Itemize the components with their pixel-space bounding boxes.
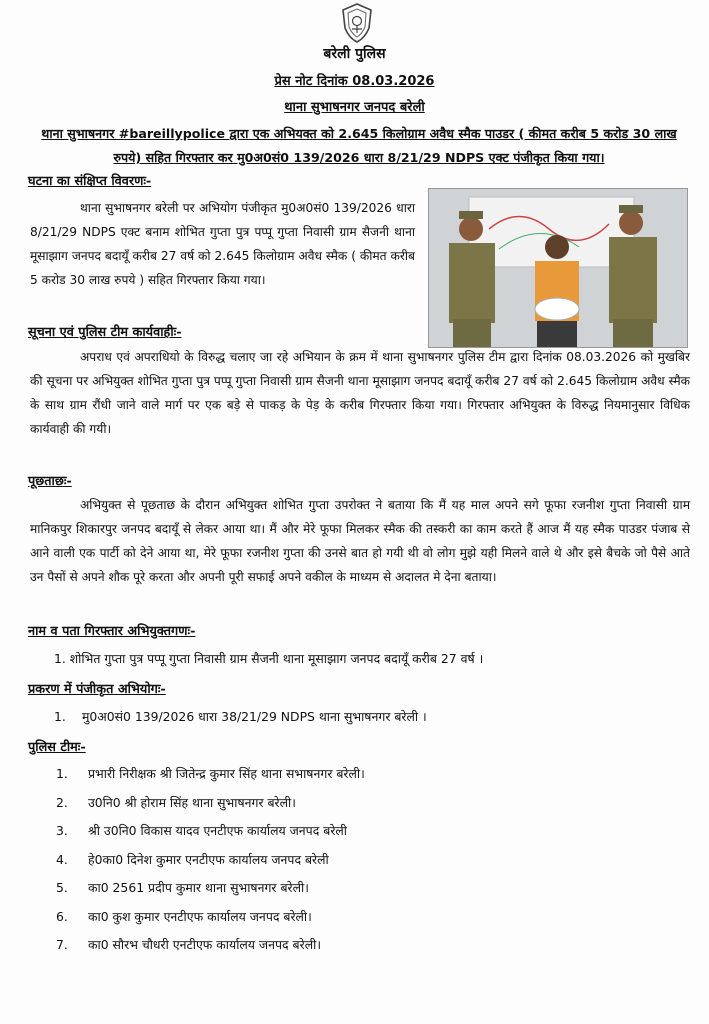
team-item bbox=[56, 794, 296, 811]
police-emblem-icon bbox=[338, 2, 376, 44]
team-item bbox=[56, 879, 309, 896]
summary-paragraph bbox=[30, 196, 415, 292]
team-item-number: 5. bbox=[56, 880, 68, 895]
headline: थाना सुभाषनगर #bareillypolice द्वारा एक अभियक्त को 2.645 किलोग्राम अवैध स्मैक पाउडर ( कीमत करीब 5 करोड 30 लाख रुपये) सहित गिरफ्तार कर मु0अ0सं0 139/2026 धारा 8/21/29 NDPS एक्ट पंजीकृत किया गया। bbox=[41, 126, 677, 165]
org-title: बरेली पुलिस bbox=[323, 46, 386, 62]
team-item bbox=[56, 765, 365, 782]
team-item-text: का0 2561 प्रदीप कुमार थाना सुभाषनगर बरेली। bbox=[88, 880, 309, 895]
section-heading-interrogation: पूछताछः- bbox=[28, 474, 72, 489]
case-item-number: 1. bbox=[54, 709, 66, 724]
summary-text: थाना सुभाषनगर बरेली पर अभियोग पंजीकृत मु0अ0सं0 139/2026 धारा 8/21/29 NDPS एक्ट बनाम शोभित गुप्ता पुत्र पप्पू गुप्ता निवासी ग्राम सैजनी थाना मूसाझाग जनपद बदायूँ करीब 27 वर्ष को 2.645 किलोग्राम अवैध स्मैक ( कीमत करीब 5 करोड 30 लाख रुपये ) सहित गिरफ्तार किया गया। bbox=[30, 201, 415, 287]
team-item-number: 1. bbox=[56, 766, 68, 781]
section-heading-action: सूचना एवं पुलिस टीम कार्यवाहीः- bbox=[28, 325, 182, 340]
team-item bbox=[56, 851, 329, 868]
station-title: थाना सुभाषनगर जनपद बरेली bbox=[284, 100, 425, 115]
section-heading-accused: नाम व पता गिरफ्तार अभियुक्तगणः- bbox=[28, 624, 196, 639]
team-item bbox=[56, 822, 347, 839]
interrogation-text: अभियुक्त से पूछताछ के दौरान अभियुक्त शोभित गुप्ता उपरोक्त ने बताया कि मैं यह माल अपने सगे फूफा रजनीश गुप्ता निवासी ग्राम मानिकपुर शिकारपुर जनपद बदायूँ से लेकर आया था। मैं और मेरे फूफा मिलकर स्मैक की तस्करी का काम करते हैं आज मैं यह स्मैक पाउडर पंजाब से आने वाली एक पार्टी को देने आया था, मेरे फूफा रजनीश गुप्ता की उनसे बात हो गयी थी वो लोग मुझे यही मिलने वाले थे और इसे बैचके जो पैसे आते उन पैसों से अपने शौक पूरे करता और अपनी पूरी सफाई अपने वकील के माध्यम से अदालत मे देना बताया। bbox=[30, 498, 690, 584]
section-heading-team: पुलिस टीमः- bbox=[28, 740, 86, 755]
team-item bbox=[56, 908, 312, 925]
section-heading-cases: प्रकरण में पंजीकृत अभियोगः- bbox=[28, 682, 166, 697]
team-item-text: का0 सौरभ चौधरी एनटीएफ कार्यालय जनपद बरेली। bbox=[88, 937, 322, 952]
team-item-text: श्री उ0नि0 विकास यादव एनटीएफ कार्यालय जनपद बरेली bbox=[88, 823, 347, 838]
arrest-photo-illustration bbox=[429, 189, 687, 347]
case-item-text: मु0अ0सं0 139/2026 धारा 38/21/29 NDPS थाना सुभाषनगर बरेली । bbox=[82, 709, 427, 724]
team-item-number: 6. bbox=[56, 909, 68, 924]
case-item bbox=[54, 708, 427, 725]
press-note-date: प्रेस नोट दिनांक 08.03.2026 bbox=[274, 74, 435, 89]
team-item-text: हे0का0 दिनेश कुमार एनटीएफ कार्यालय जनपद बरेली bbox=[88, 852, 329, 867]
action-paragraph bbox=[30, 345, 690, 441]
team-item-number: 7. bbox=[56, 937, 68, 952]
team-item-text: उ0नि0 श्री होराम सिंह थाना सुभाषनगर बरेली। bbox=[88, 795, 296, 810]
team-item-number: 3. bbox=[56, 823, 68, 838]
team-item bbox=[56, 936, 321, 953]
interrogation-paragraph bbox=[30, 493, 690, 589]
accused-item: 1. शोभित गुप्ता पुत्र पप्पू गुप्ता निवासी ग्राम सैजनी थाना मूसाझाग जनपद बदायूँ करीब 27 वर्ष । bbox=[54, 651, 484, 666]
team-item-number: 4. bbox=[56, 852, 68, 867]
team-item-text: प्रभारी निरीक्षक श्री जितेन्द्र कुमार सिंह थाना सभाषनगर बरेली। bbox=[88, 766, 365, 781]
section-heading-summary: घटना का संक्षिप्त विवरणः- bbox=[28, 174, 152, 189]
team-item-text: का0 कुश कुमार एनटीएफ कार्यालय जनपद बरेली। bbox=[88, 909, 312, 924]
arrest-photo bbox=[428, 188, 688, 348]
action-text: अपराध एवं अपराधियो के विरुद्ध चलाए जा रहे अभियान के क्रम में थाना सुभाषनगर पुलिस टीम द्वारा दिनांक 08.03.2026 को मुखबिर की सूचना पर अभियुक्त शोभित गुप्ता पुत्र पप्पू गुप्ता निवासी ग्राम सैजनी थाना मूसाझाग जनपद बदायूँ करीब 27 वर्ष को 2.645 किलोग्राम अवैध स्मैक के साथ ग्राम रौंधी जाने वाले मार्ग पर एक बड़े से पाकड़ के पेड़ के करीब गिरफ्तार किया गया। गिरफ्तार अभियुक्त के विरुद्ध नियमानुसार विधिक कार्यवाही की गयी। bbox=[30, 350, 690, 436]
team-item-number: 2. bbox=[56, 795, 68, 810]
